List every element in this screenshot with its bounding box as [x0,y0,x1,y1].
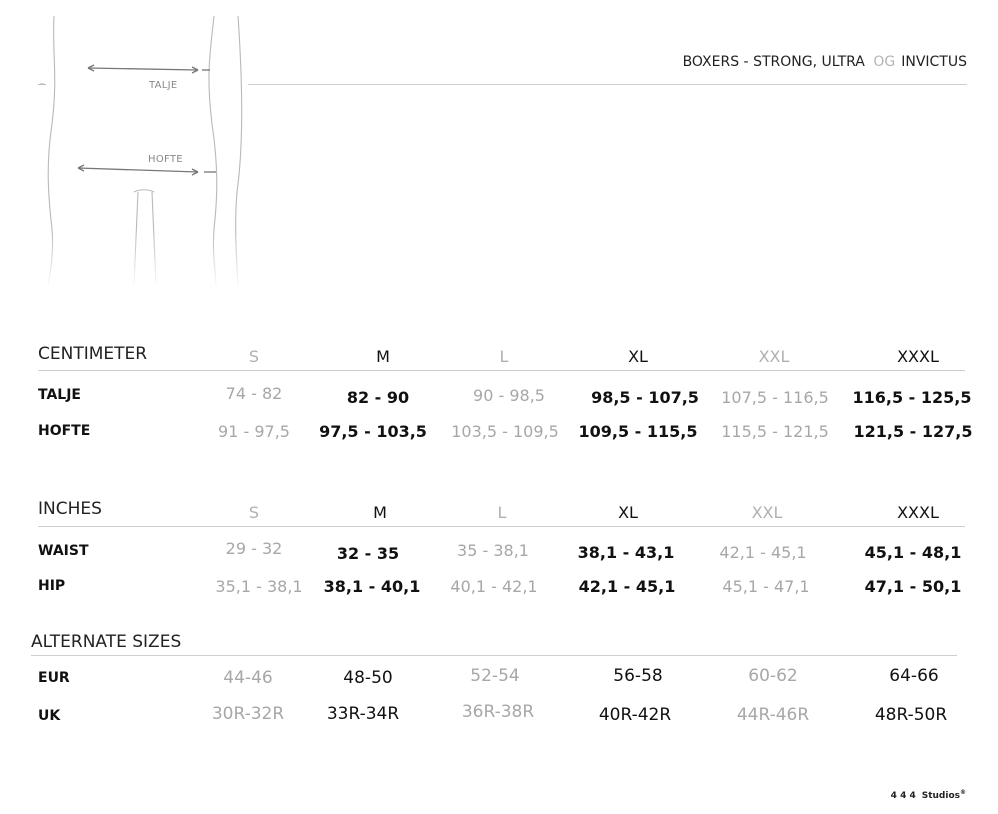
alt-eur-xxxl: 64-66 [889,666,939,686]
cm-waist-l: 90 - 98,5 [473,386,545,405]
in-row-label-waist: WAIST [38,543,89,559]
cm-row-label-waist: TALJE [38,387,81,403]
brand-registered-mark: ® [960,789,966,796]
alt-eur-xxl: 60-62 [748,666,798,686]
in-hip-m: 38,1 - 40,1 [323,577,421,596]
in-waist-xxl: 42,1 - 45,1 [719,543,807,562]
cm-waist-s: 74 - 82 [225,384,283,403]
cm-hip-m: 97,5 - 103,5 [319,422,427,441]
in-waist-l: 35 - 38,1 [457,541,529,560]
cm-hip-l: 103,5 - 109,5 [451,422,559,441]
brand-footer [891,789,966,801]
title-part-1: BOXERS - STRONG, ULTRA [682,54,865,70]
in-waist-s: 29 - 32 [225,539,283,558]
in-size-xl: XL [618,503,638,522]
cm-hip-xxxl: 121,5 - 127,5 [853,422,973,441]
in-size-s: S [248,503,260,522]
cm-waist-xxl: 107,5 - 116,5 [721,388,829,407]
alt-eur-xl: 56-58 [613,666,663,686]
alternate-sizes-heading: ALTERNATE SIZES [31,632,182,652]
document-title [0,54,967,70]
cm-waist-m: 82 - 90 [346,388,410,407]
inches-divider [38,526,965,527]
in-waist-m: 32 - 35 [336,544,400,563]
in-size-xxxl: XXXL [897,503,939,522]
cm-hip-xl: 109,5 - 115,5 [578,422,698,441]
cm-row-label-hip: HOFTE [38,423,91,439]
header-divider [248,84,967,85]
in-hip-l: 40,1 - 42,1 [450,577,538,596]
brand-name: Studios [921,791,960,801]
cm-waist-xl: 98,5 - 107,5 [591,388,699,407]
alternate-divider [31,655,957,656]
in-hip-s: 35,1 - 38,1 [215,577,303,596]
alt-uk-m: 33R-34R [326,704,400,724]
cm-size-xxxl: XXXL [897,347,939,366]
title-part-2: INVICTUS [901,54,967,70]
cm-waist-xxxl: 116,5 - 125,5 [852,388,972,407]
alt-uk-xxxl: 48R-50R [874,705,948,725]
left-guide-dash [38,84,46,85]
alt-eur-s: 44-46 [223,668,273,688]
in-waist-xxxl: 45,1 - 48,1 [864,543,962,562]
cm-hip-xxl: 115,5 - 121,5 [721,422,829,441]
cm-hip-s: 91 - 97,5 [218,422,290,441]
in-waist-xl: 38,1 - 43,1 [577,543,675,562]
in-hip-xxl: 45,1 - 47,1 [722,577,810,596]
alt-row-label-uk: UK [38,708,61,724]
alt-eur-l: 52-54 [470,666,520,686]
in-row-label-hip: HIP [38,578,66,594]
in-size-l: L [497,503,507,522]
in-size-xxl: XXL [751,503,783,522]
title-og: OG [873,54,896,70]
alt-uk-xl: 40R-42R [598,705,672,725]
inches-heading: INCHES [38,499,102,519]
in-size-m: M [373,503,387,522]
centimeter-divider [38,370,965,371]
in-hip-xxxl: 47,1 - 50,1 [864,577,962,596]
cm-size-l: L [499,347,509,366]
alt-uk-s: 30R-32R [211,704,285,724]
in-hip-xl: 42,1 - 45,1 [578,577,676,596]
cm-size-xl: XL [628,347,648,366]
alt-eur-m: 48-50 [343,668,393,688]
alt-uk-xxl: 44R-46R [736,705,810,725]
cm-size-m: M [376,347,390,366]
centimeter-heading: CENTIMETER [38,344,148,364]
alt-uk-l: 36R-38R [461,702,535,722]
cm-size-xxl: XXL [758,347,790,366]
alt-row-label-eur: EUR [38,670,70,686]
cm-size-s: S [248,347,260,366]
brand-digits: 4 4 4 [890,791,916,801]
